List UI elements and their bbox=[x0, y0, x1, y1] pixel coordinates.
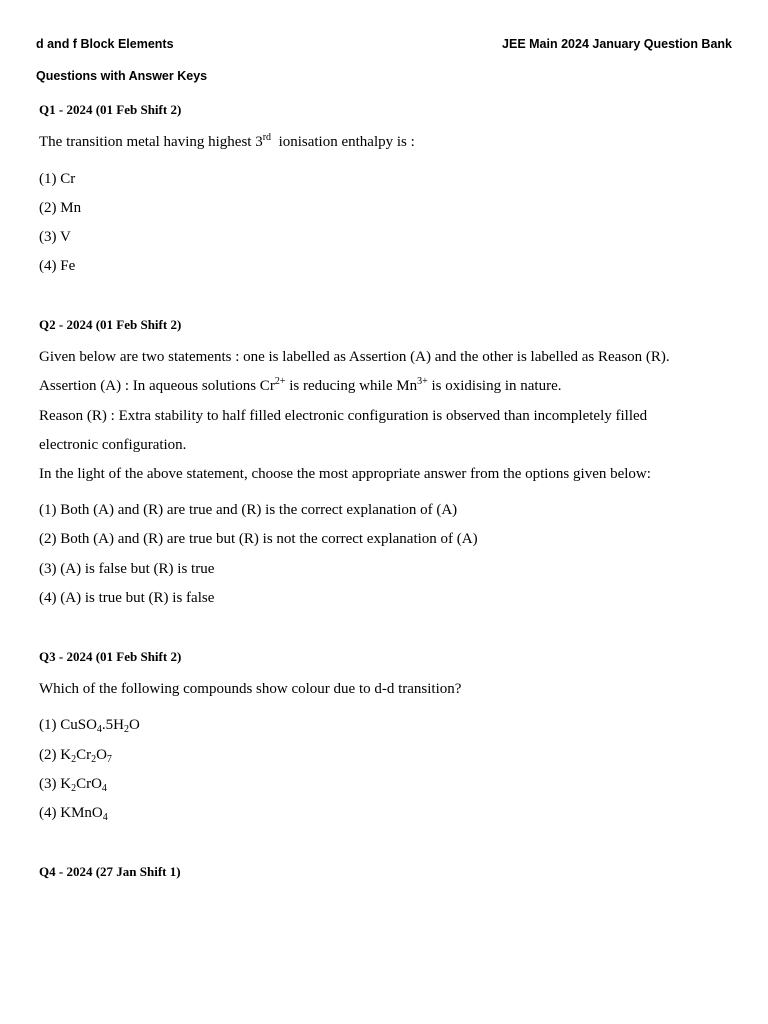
q3-heading: Q3 - 2024 (01 Feb Shift 2) bbox=[39, 649, 182, 664]
q1-heading: Q1 - 2024 (01 Feb Shift 2) bbox=[39, 102, 182, 117]
q3-option-2: (2) $K_2Cr_2O_7$ bbox=[39, 747, 112, 765]
question-bank-title: JEE Main 2024 January Question Bank bbox=[502, 37, 732, 51]
q2-reason-line-1: Reason (R) : Extra stability to half filled electronic configuration is observed than incompletely filled bbox=[39, 408, 648, 424]
q1-option-4: (4) Fe bbox=[39, 258, 76, 274]
page-subtitle: Questions with Answer Keys bbox=[36, 69, 208, 83]
q1-option-3: (3) V bbox=[39, 229, 71, 245]
q1-option-1: (1) Cr bbox=[39, 171, 76, 187]
q2-option-3: (3) (A) is false but (R) is true bbox=[39, 561, 215, 577]
q2-option-2: (2) Both (A) and (R) are true but (R) is not the correct explanation of (A) bbox=[39, 531, 478, 547]
q3-option-3: (3) $K_2CrO_4$ bbox=[39, 776, 107, 794]
q3-option-1: (1) $CuSO_4.5H_2O$ bbox=[39, 717, 140, 735]
q2-instruction: In the light of the above statement, choose the most appropriate answer from the options given below: bbox=[39, 466, 651, 482]
q3-stem: Which of the following compounds show colour due to d-d transition? bbox=[39, 681, 462, 697]
q2-option-1: (1) Both (A) and (R) are true and (R) is the correct explanation of (A) bbox=[39, 502, 458, 518]
q2-heading: Q2 - 2024 (01 Feb Shift 2) bbox=[39, 317, 182, 332]
q4-heading: Q4 - 2024 (27 Jan Shift 1) bbox=[39, 864, 181, 879]
q2-assertion: Assertion (A) : In aqueous solutions $Cr^{2+}$ is reducing while $Mn^{3+}$ is oxidising in nature. bbox=[39, 376, 562, 394]
q2-intro: Given below are two statements : one is labelled as Assertion (A) and the other is labelled as Reason (R). bbox=[39, 349, 670, 365]
q2-reason-line-2: electronic configuration. bbox=[39, 437, 187, 453]
q1-option-2: (2) Mn bbox=[39, 200, 82, 216]
q3-option-4: (4) KMnO$_4$ bbox=[39, 805, 108, 823]
page-header bbox=[36, 37, 732, 53]
q2-option-4: (4) (A) is true but (R) is false bbox=[39, 590, 215, 606]
q1-stem: The transition metal having highest 3rd ionisation enthalpy is : bbox=[39, 132, 415, 150]
chapter-title: d and f Block Elements bbox=[36, 37, 174, 51]
